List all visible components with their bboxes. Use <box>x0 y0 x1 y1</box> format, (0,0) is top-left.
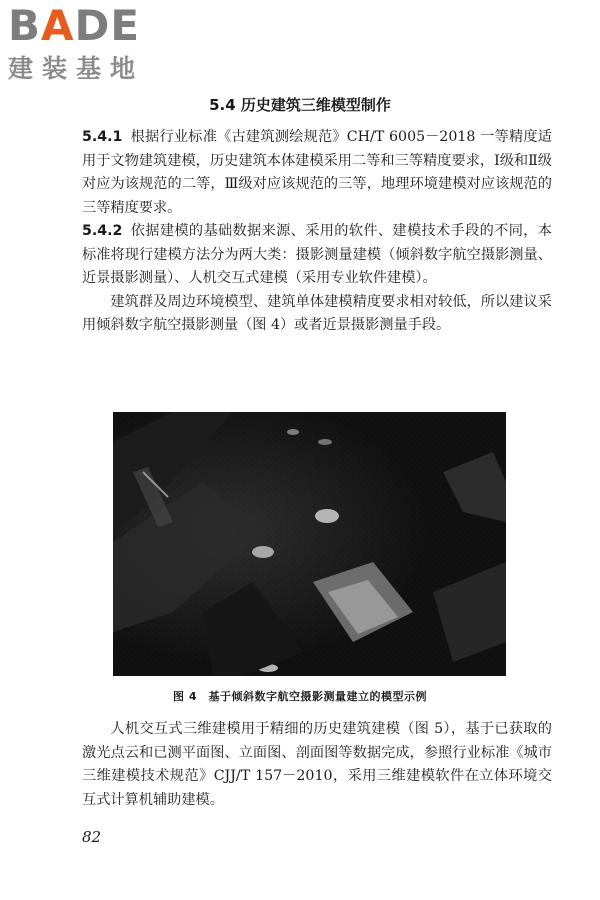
paragraph: 人机交互式三维建模用于精细的历史建筑建模（图 5），基于已获取的激光点云和已测平面图、立面图、剖面图等数据完成，参照行业标准《城市三维建模技术规范》CJJ/T 157－2010，采用三维建模软件在立体环境交互式计算机辅助建模。 <box>82 721 552 808</box>
figure-4-model-photo <box>113 412 506 676</box>
logo-a-mark: A <box>41 1 75 50</box>
page-number: 82 <box>82 828 102 846</box>
clause-number: 5.4.2 <box>82 223 123 239</box>
clause-5-4-1 <box>82 126 552 220</box>
clause-number: 5.4.1 <box>82 129 123 145</box>
clause-text: 依据建模的基础数据来源、采用的软件、建模技术手段的不同，本标准将现行建模方法分为两大类：摄影测量建模（倾斜数字航空摄影测量、近景摄影测量）、人机交互式建模（采用专业软件建模）。 <box>82 223 552 286</box>
clause-text: 根据行业标准《古建筑测绘规范》CH/T 6005－2018 一等精度适用于文物建筑建模，历史建筑本体建模采用二等和三等精度要求，Ⅰ级和Ⅱ级对应为该规范的二等，Ⅲ级对应该规范的三等，地理环境建模对应该规范的三等精度要求。 <box>82 129 552 216</box>
figure-caption: 图 4 基于倾斜数字航空摄影测量建立的模型示例 <box>173 690 427 703</box>
section-title: 5.4 历史建筑三维模型制作 <box>209 96 391 114</box>
logo-wordmark: BADE <box>8 1 141 50</box>
paragraph: 建筑群及周边环境模型、建筑单体建模精度要求相对较低，所以建议采用倾斜数字航空摄影测量（图 4）或者近景摄影测量手段。 <box>82 293 552 333</box>
clause-5-4-2 <box>82 220 552 291</box>
body-text-continued <box>82 718 552 812</box>
bade-logo <box>8 1 178 84</box>
body-text <box>82 126 552 338</box>
aerial-model-image <box>113 412 506 676</box>
logo-subtitle: 建装基地 <box>8 54 145 83</box>
